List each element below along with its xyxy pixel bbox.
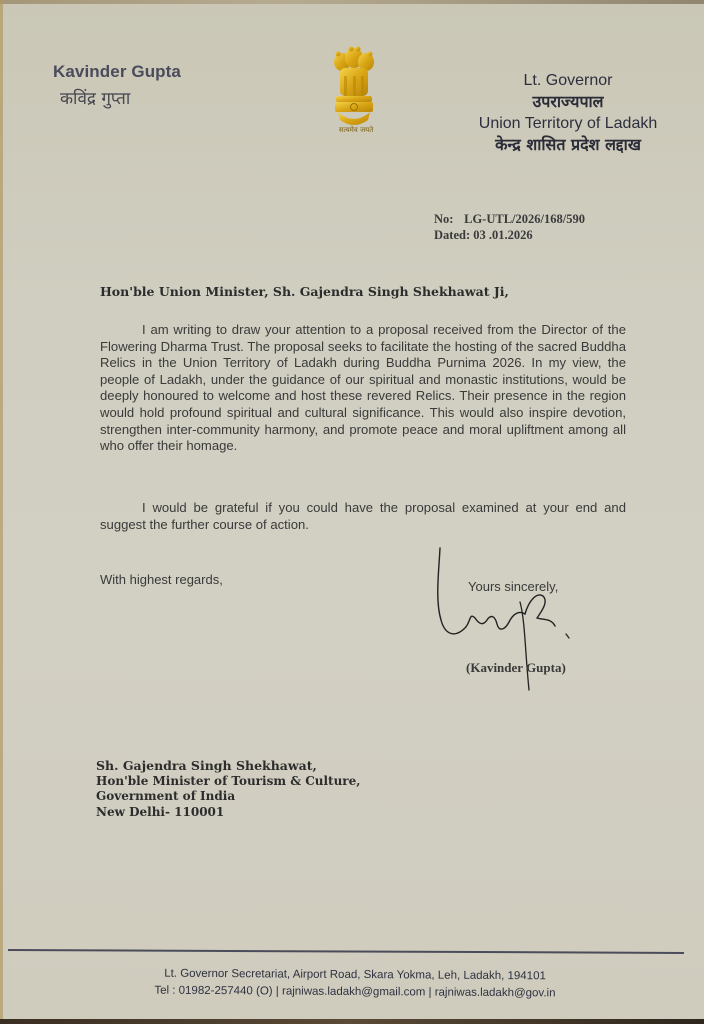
page-edge-left [0,0,3,1024]
handwritten-signature-icon [425,540,585,700]
signatory-name: (Kavinder Gupta) [466,660,566,675]
office-title-english: Lt. Governor [523,72,613,89]
sender-name-hindi: कविंद्र गुप्ता [60,89,131,109]
page-edge-top [0,0,704,4]
recipient-name: Sh. Gajendra Singh Shekhawat, [96,758,317,773]
closing-sincerely: Yours sincerely, [468,579,559,594]
reference-number-value: LG-UTL/2026/168/590 [464,212,585,226]
closing-regards: With highest regards, [100,572,223,587]
recipient-designation: Hon'ble Minister of Tourism & Culture, [96,773,361,788]
footer-divider [8,949,684,954]
reference-number-label: No: [434,212,454,226]
territory-english: Union Territory of Ladakh [478,115,658,132]
body-paragraph: I would be grateful if you could have the proposal examined at your end and suggest the further course of action. [100,500,626,532]
recipient-city: New Delhi- 110001 [96,804,225,819]
footer-contact: Tel : 01982-257440 (O) | rajniwas.ladakh@gmail.com | rajniwas.ladakh@gov.in [154,984,556,1000]
footer-contact-block [130,965,580,1002]
office-designation-block [468,70,668,156]
reference-date-value: 03 .01.2026 [473,228,533,242]
territory-hindi: केन्द्र शासित प्रदेश लद्दाख [495,135,641,154]
office-title-hindi: उपराज्यपाल [532,92,604,111]
sender-name-english: Kavinder Gupta [53,62,181,81]
reference-date-label: Dated: [434,228,471,242]
emblem-motto: सत्यमेव जयते [338,126,374,134]
body-paragraph: I am writing to draw your attention to a proposal received from the Director of the Flowering Dharma Trust. The proposal seeks to facilitate the hosting of the sacred Buddha Relics in the Union Territory of Ladakh during Buddha Purnima 2026. In my view, the people of Ladakh, under the guidance of our spiritual and monastic institutions, would be deeply honoured to welcome and host these revered Relics. Their presence in the region would hold profound spiritual and cultural significance. This would also inspire devotion, strengthen inter-community harmony, and promote peace and moral upliftment among all who offer their homage. [100,322,626,454]
reference-block [434,211,585,243]
footer-address: Lt. Governor Secretariat, Airport Road, Skara Yokma, Leh, Ladakh, 194101 [164,967,546,983]
salutation: Hon'ble Union Minister, Sh. Gajendra Singh Shekhawat Ji, [100,284,509,299]
reference-number [434,211,585,227]
reference-date [434,227,585,243]
page-edge-bottom [0,1019,704,1024]
state-emblem-of-india-icon [326,42,382,134]
recipient-address-block [96,758,360,820]
recipient-organisation: Government of India [96,789,236,803]
